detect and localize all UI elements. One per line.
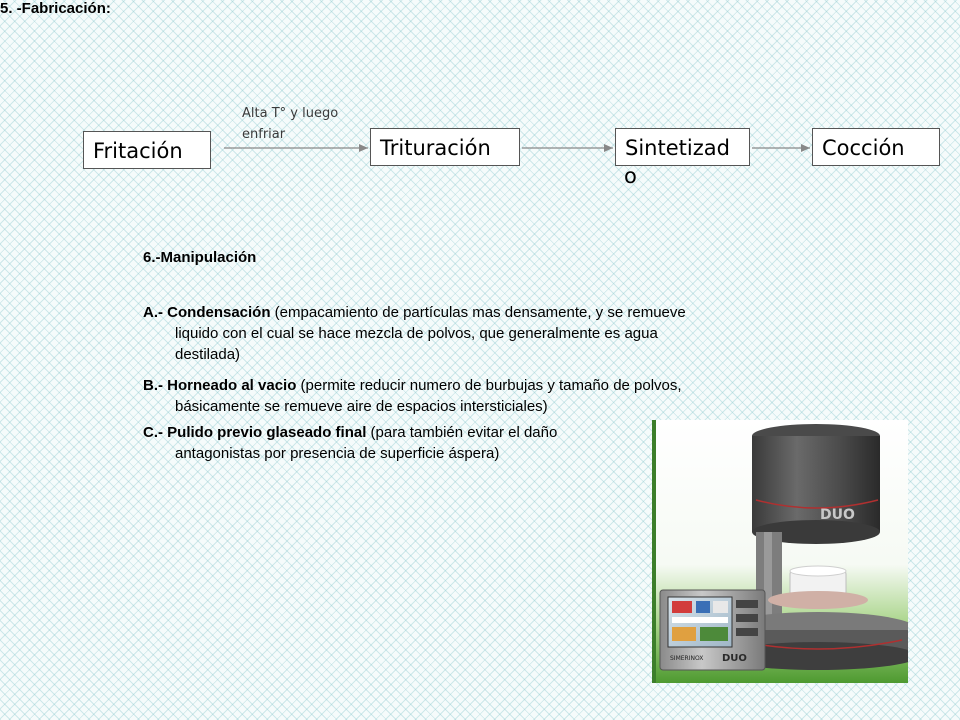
- flow-step-sintetizado: Sintetizad: [615, 128, 750, 166]
- furnace-brand: DUO: [820, 507, 855, 523]
- item-label: - Horneado al vacio: [158, 377, 297, 394]
- base-brand: DUO: [722, 653, 747, 664]
- item-label: C.- Pulido previo glaseado final: [143, 424, 367, 441]
- item-label-prefix: B.: [143, 377, 158, 394]
- list-item-horneado: [143, 375, 833, 417]
- list-item-condensacion: [143, 302, 833, 365]
- item-text: (permite reducir numero de burbujas y tamaño de polvos,: [296, 377, 682, 394]
- item-text: básicamente se remueve aire de espacios intersticiales): [175, 398, 548, 415]
- item-text: (empacamiento de partículas mas densamente, y se remueve: [270, 304, 686, 321]
- item-label: A.- Condensación: [143, 304, 271, 321]
- flow-step-fritacion: Fritación: [83, 131, 211, 169]
- item-text: liquido con el cual se hace mezcla de polvos, que generalmente es agua: [175, 325, 658, 342]
- section-6-title: 6.-Manipulación: [143, 249, 257, 266]
- flow-step-wrap-fragment: o: [624, 164, 637, 188]
- furnace-photo: [652, 420, 908, 683]
- flow-note: Alta T° y luego enfriar: [242, 106, 339, 142]
- item-text: (para también evitar el daño: [366, 424, 558, 441]
- flow-step-coccion: Cocción: [812, 128, 940, 166]
- panel-brand: SIMERINOX: [670, 655, 704, 662]
- item-text: antagonistas por presencia de superficie áspera): [175, 445, 500, 462]
- item-text: destilada): [175, 346, 241, 363]
- flow-step-trituracion: Trituración: [370, 128, 520, 166]
- flow-arrows: [0, 0, 960, 200]
- section-5-title: 5. -Fabricación:: [0, 0, 111, 17]
